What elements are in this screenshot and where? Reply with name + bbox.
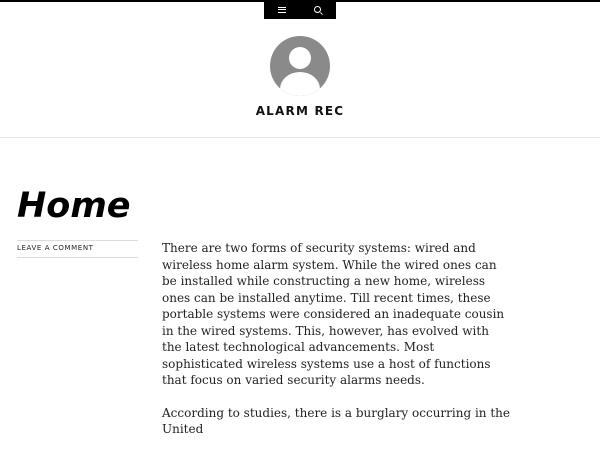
search-icon bbox=[314, 6, 321, 13]
avatar-head bbox=[289, 47, 311, 69]
top-toolbar bbox=[264, 0, 336, 19]
page-title: Home bbox=[17, 186, 131, 226]
content-paragraph: There are two forms of security systems: wired and wireless home alarm system. While the wired ones can be installed while constructing a new home, wireless ones can be installed anytime. Till recent times, these portable systems were considered an inadequate cousin in the wired systems. This, however, has evolved with the latest technological advancements. Most sophisticated wireless systems use a host of functions that focus on varied security alarms needs. bbox=[162, 241, 505, 387]
meta-divider-bottom bbox=[17, 257, 138, 258]
content-paragraph: According to studies, there is a burglary occurring in the United bbox=[162, 405, 510, 436]
leave-comment-link[interactable]: LEAVE A COMMENT bbox=[17, 244, 94, 252]
avatar-body bbox=[280, 72, 320, 96]
search-toggle-button[interactable] bbox=[300, 0, 336, 19]
entry-content bbox=[162, 240, 512, 454]
site-title-link[interactable]: ALARM REC bbox=[255, 104, 345, 118]
meta-divider-top bbox=[17, 240, 138, 241]
menu-toggle-button[interactable] bbox=[264, 0, 300, 19]
header-divider bbox=[0, 137, 600, 138]
site-avatar[interactable] bbox=[270, 36, 330, 96]
menu-icon bbox=[278, 7, 286, 13]
